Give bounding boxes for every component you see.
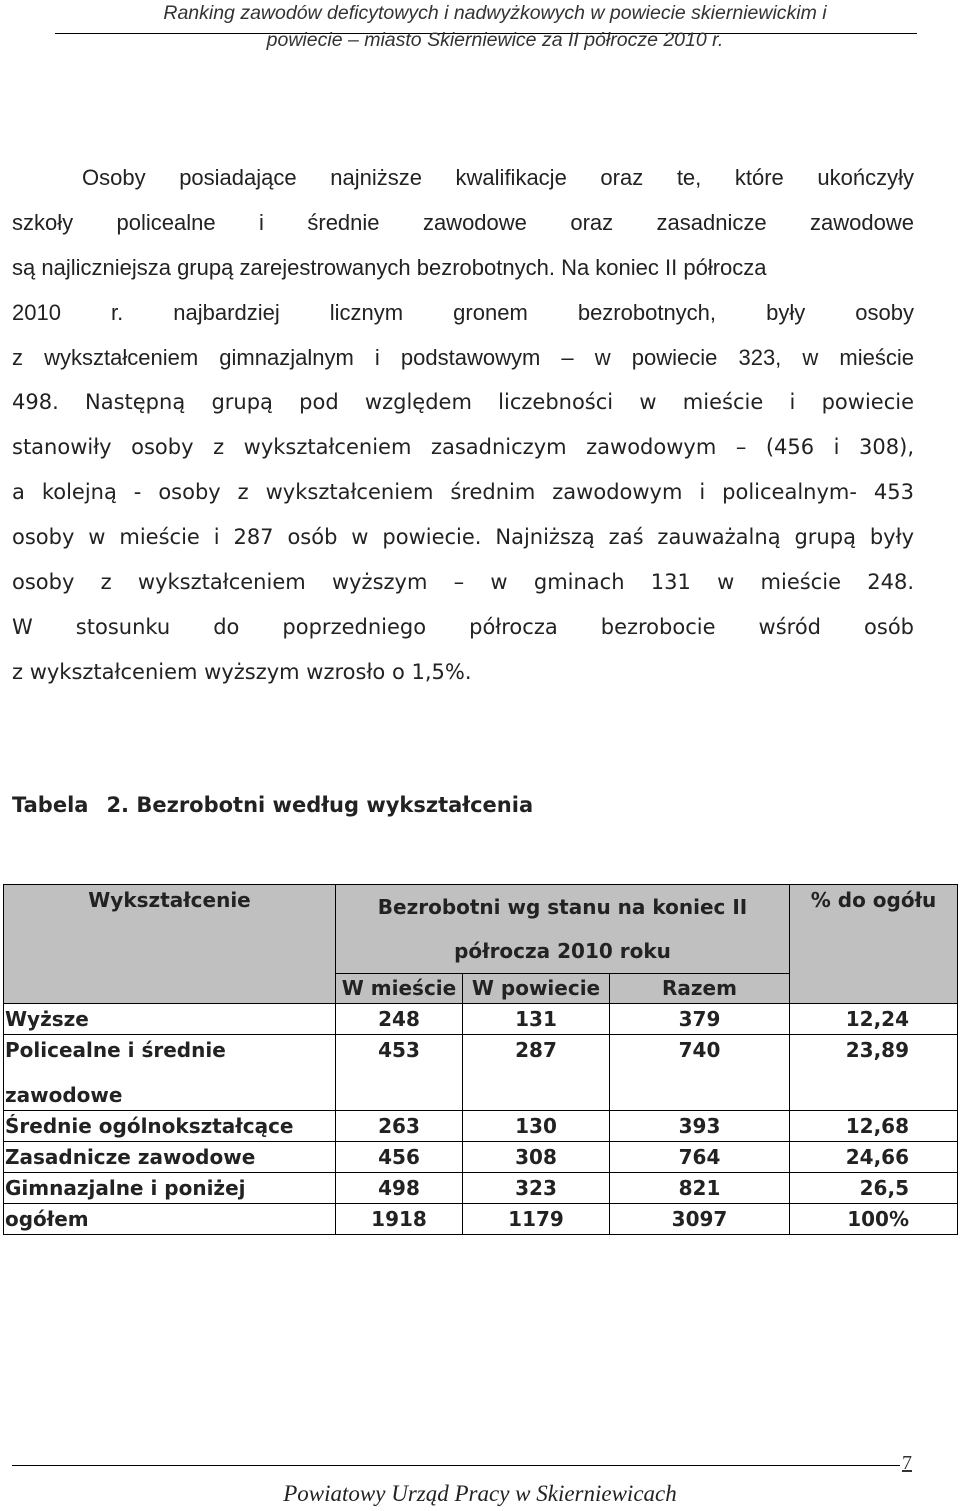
row-percent: 23,89 [790, 1035, 958, 1111]
header-county: W powiecie [463, 974, 610, 1004]
row-name-line-1: Policealne i średnie [5, 1038, 226, 1062]
header-line-1: Ranking zawodów deficytowych i nadwyżkowych w powiecie skierniewickim i [163, 2, 827, 24]
row-percent: 12,68 [790, 1111, 958, 1142]
table-title-prefix: Tabela [12, 793, 89, 817]
row-total: 740 [610, 1035, 790, 1111]
header-unemployed-line-2: półrocza 2010 roku [454, 939, 671, 963]
row-total: 3097 [610, 1204, 790, 1235]
paragraph-line-2: szkoły policealne i średnie zawodowe oraz zasadnicze zawodowe [12, 210, 914, 235]
header-unemployed-line-1: Bezrobotni wg stanu na koniec II [377, 895, 748, 919]
row-total: 379 [610, 1004, 790, 1035]
row-name: Średnie ogólnokształcące [4, 1111, 336, 1142]
row-total: 821 [610, 1173, 790, 1204]
footer-office-name: Powiatowy Urząd Pracy w Skierniewicach [283, 1481, 677, 1506]
row-name [4, 1035, 336, 1111]
paragraph-line-9: osoby w mieście i 287 osób w powiecie. Najniższą zaś zauważalną grupą były [12, 525, 914, 549]
row-county: 130 [463, 1111, 610, 1142]
row-name-line-2: zawodowe [5, 1083, 123, 1107]
row-county: 323 [463, 1173, 610, 1204]
paragraph-line-4: 2010 r. najbardziej licznym gronem bezrobotnych, były osoby [12, 300, 914, 325]
row-city: 456 [336, 1142, 463, 1173]
table-title-number: 2. [106, 793, 130, 817]
header-line-2: powiecie – miasto Skierniewice za II półrocze 2010 r. [266, 29, 724, 51]
row-city: 498 [336, 1173, 463, 1204]
paragraph-line-11: W stosunku do poprzedniego półrocza bezrobocie wśród osób [12, 615, 914, 639]
row-name: Wyższe [4, 1004, 336, 1035]
row-total: 393 [610, 1111, 790, 1142]
page-number: 7 [902, 1452, 912, 1474]
paragraph-line-6: 498. Następną grupą pod względem liczebności w mieście i powiecie [12, 390, 914, 414]
table-row [4, 1142, 958, 1173]
row-county: 131 [463, 1004, 610, 1035]
paragraph-line-1: Osoby posiadające najniższe kwalifikacje oraz te, które ukończyły [82, 165, 914, 190]
paragraph-line-3: są najliczniejsza grupą zarejestrowanych bezrobotnych. Na koniec II półrocza [12, 255, 767, 280]
row-percent: 24,66 [790, 1142, 958, 1173]
row-county: 287 [463, 1035, 610, 1111]
table-row [4, 1111, 958, 1142]
paragraph-line-10: osoby z wykształceniem wyższym – w gminach 131 w mieście 248. [12, 570, 914, 594]
header-city: W mieście [336, 974, 463, 1004]
paragraph-line-7: stanowiły osoby z wykształceniem zasadniczym zawodowym – (456 i 308), [12, 435, 914, 459]
paragraph-line-5: z wykształceniem gimnazjalnym i podstawowym – w powiecie 323, w mieście [12, 345, 914, 370]
row-name: ogółem [4, 1204, 336, 1235]
footer-rule [12, 1465, 900, 1466]
table-row-total [4, 1204, 958, 1235]
header-percent: % do ogółu [790, 885, 958, 1004]
row-city: 263 [336, 1111, 463, 1142]
row-city: 453 [336, 1035, 463, 1111]
row-percent: 26,5 [790, 1173, 958, 1204]
paragraph-line-8: a kolejną - osoby z wykształceniem średnim zawodowym i policealnym- 453 [12, 480, 914, 504]
row-percent: 12,24 [790, 1004, 958, 1035]
header-education: Wykształcenie [4, 885, 336, 1004]
row-county: 1179 [463, 1204, 610, 1235]
row-name: Zasadnicze zawodowe [4, 1142, 336, 1173]
row-total: 764 [610, 1142, 790, 1173]
table-row [4, 1173, 958, 1204]
row-city: 248 [336, 1004, 463, 1035]
table-row [4, 1004, 958, 1035]
body-paragraph [12, 155, 914, 695]
header-total: Razem [610, 974, 790, 1004]
table-row [4, 1035, 958, 1111]
row-percent: 100% [790, 1204, 958, 1235]
row-city: 1918 [336, 1204, 463, 1235]
table-title [12, 793, 533, 817]
unemployment-table [3, 884, 958, 1235]
header-unemployed [336, 885, 790, 974]
paragraph-line-12: z wykształceniem wyższym wzrosło o 1,5%. [12, 660, 472, 684]
row-name: Gimnazjalne i poniżej [4, 1173, 336, 1204]
row-county: 308 [463, 1142, 610, 1173]
table-title-text: Bezrobotni według wykształcenia [136, 793, 534, 817]
